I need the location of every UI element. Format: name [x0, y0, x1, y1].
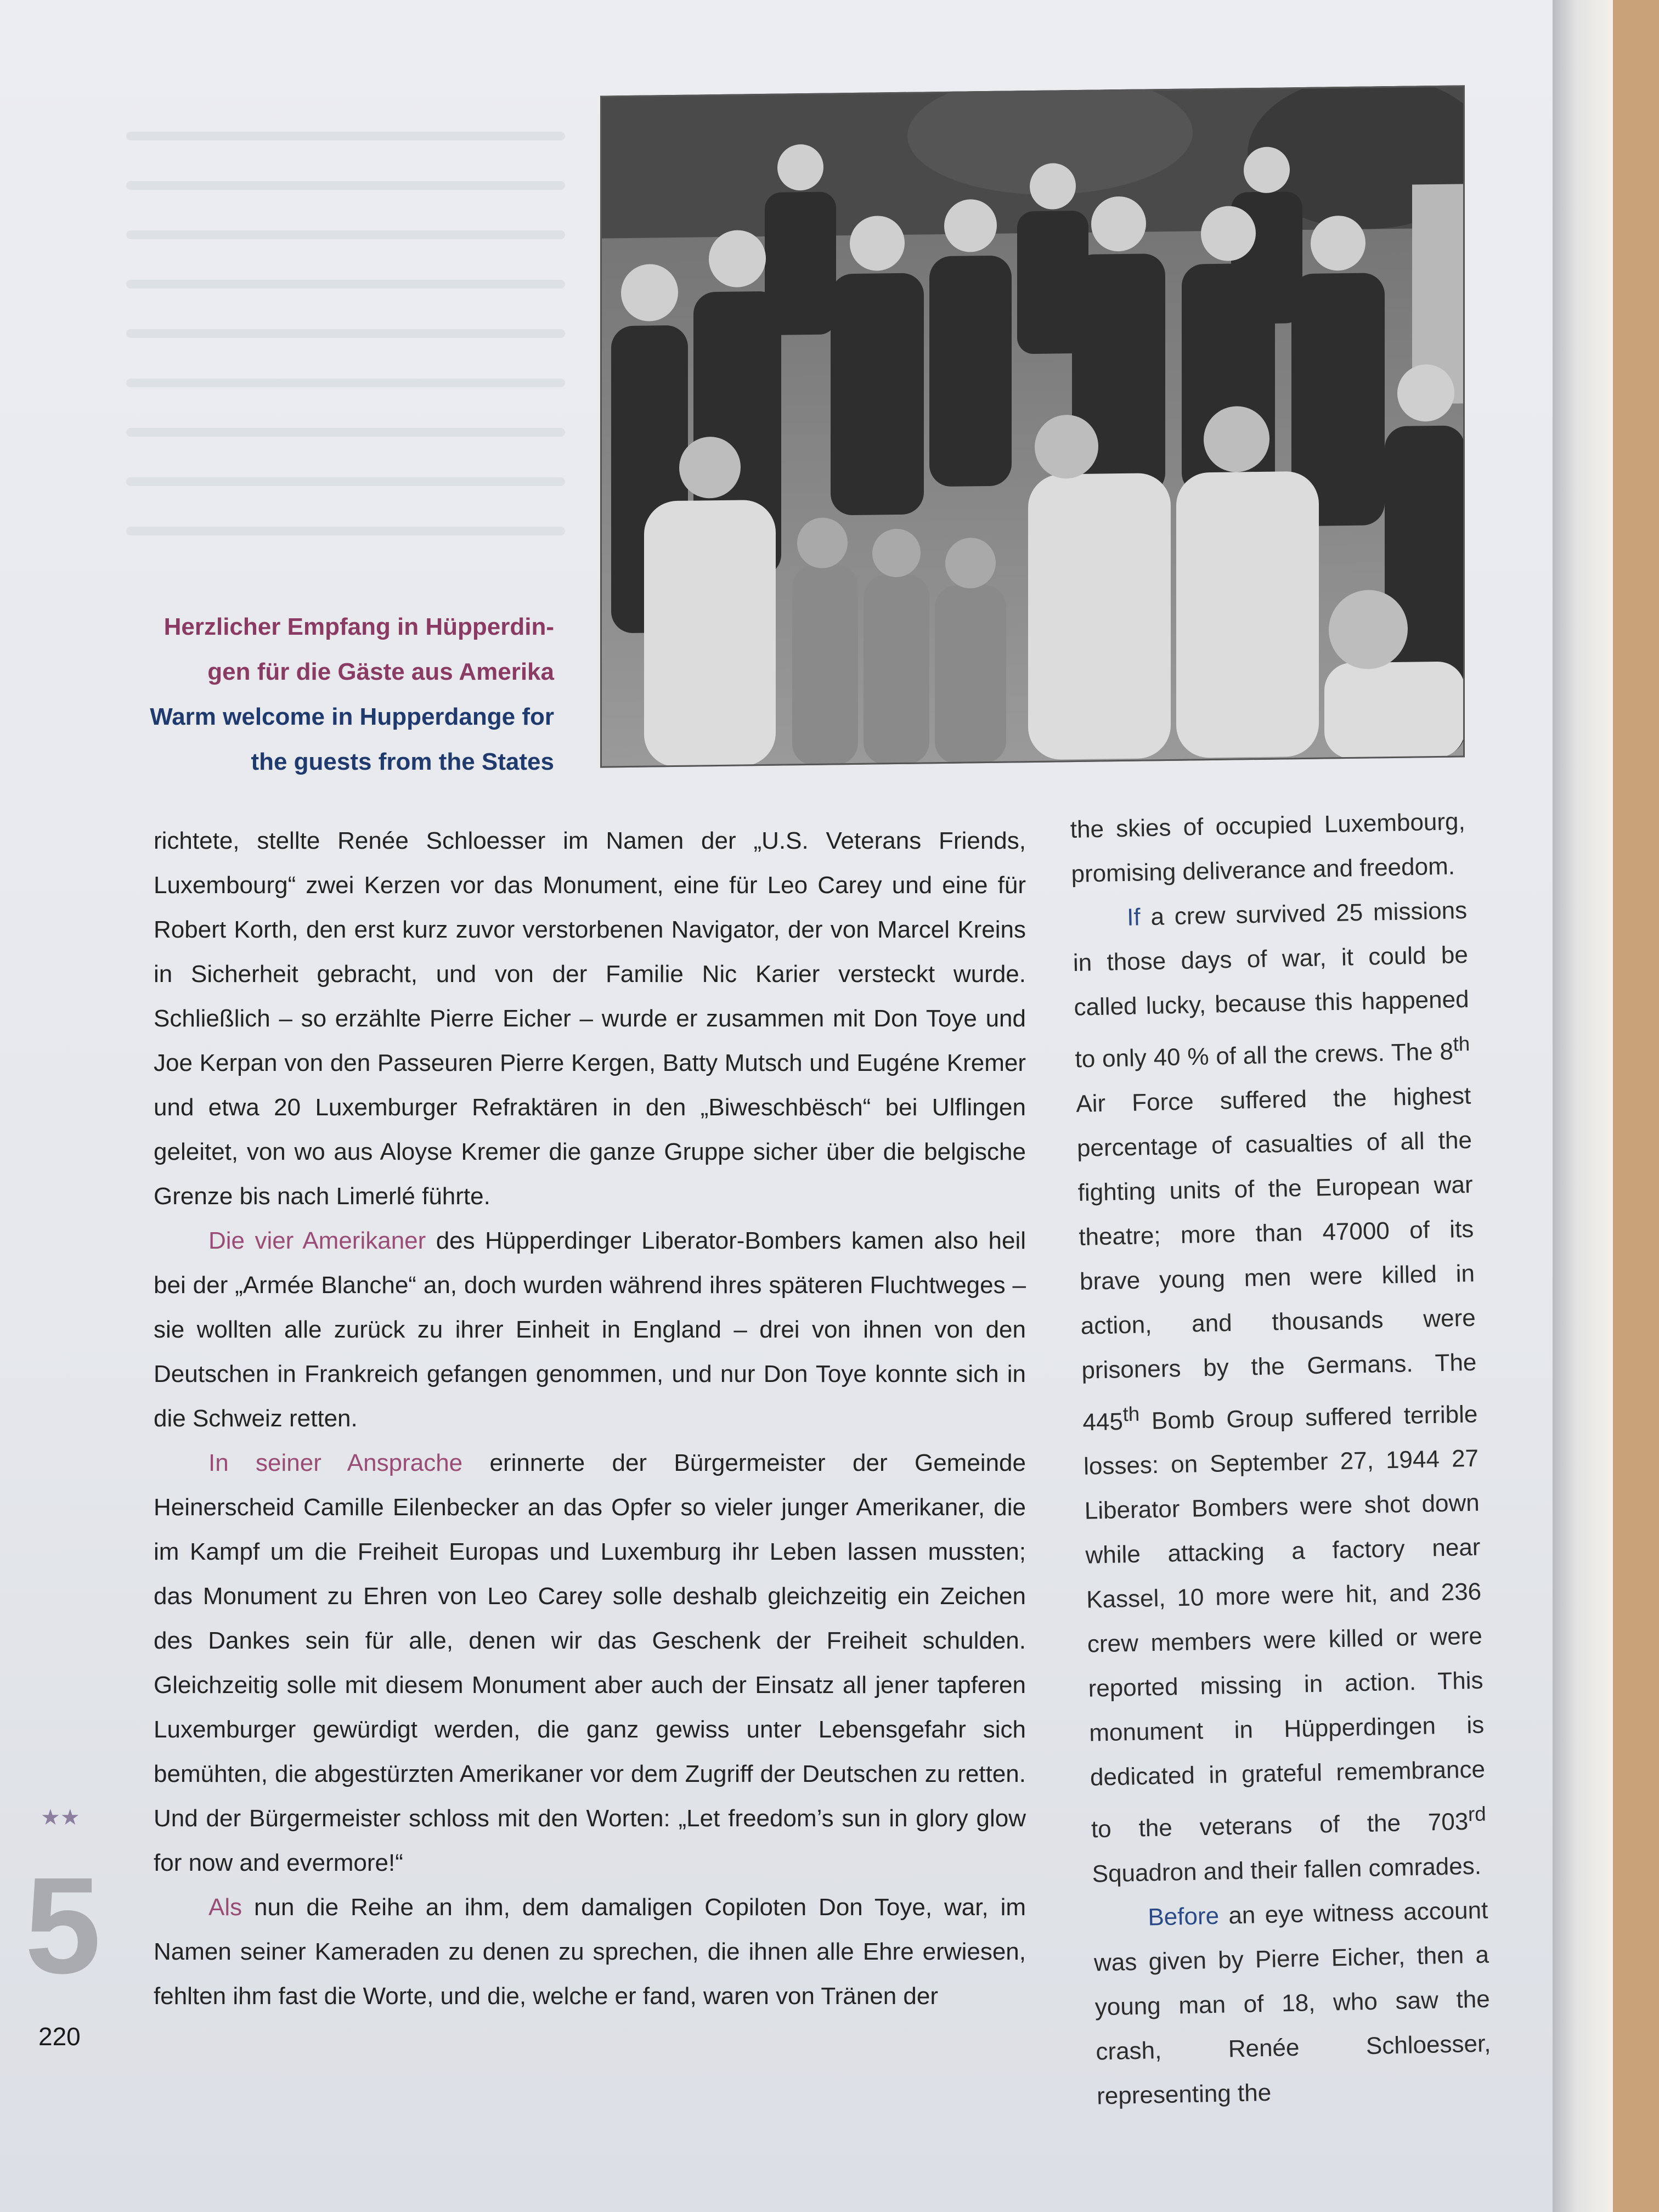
- paragraph-text: a crew survived 25 missions in those days of war, it could be called lucky, because this happened to only 40 % of all the crews. The 8: [1073, 896, 1469, 1073]
- show-through-line: [126, 280, 565, 289]
- paragraph: [1071, 888, 1487, 1897]
- crowd-photo: [600, 85, 1465, 768]
- paragraph: [1093, 1888, 1492, 2118]
- paragraph-lead: Die vier Amerikaner: [208, 1227, 426, 1254]
- paragraph: the skies of occupied Luxembourg, promising deliverance and freedom.: [1070, 808, 1466, 888]
- caption-english-line: the guests from the States: [251, 748, 554, 775]
- photo-caption: [110, 605, 554, 785]
- page-edge: [1553, 0, 1613, 2212]
- paragraph: [154, 1218, 1026, 1441]
- ordinal-suffix: th: [1453, 1032, 1470, 1056]
- paragraph: richtete, stellte Renée Schloesser im Namen der „U.S. Veterans Friends, Luxembourg“ zwei Kerzen vor das Monument, eine für Leo Carey und eine für Robert Korth, den erst kurz zuvor verstorbenen Navigator, der von Marcel Kreins in Sicherheit gebracht, und von der Familie Nic Karier versteckt wurde. Schließlich – so erzählte Pierre Eicher – wurde er zusammen mit Don Toye und Joe Kerpan von den Passeuren Pierre Kergen, Batty Mutsch und Eugéne Kremer und etwa 20 Luxemburger Refraktären in den „Biweschbësch“ bei Ulflingen geleitet, von wo aus Aloyse Kremer die ganze Gruppe sicher über die belgische Grenze bis nach Limerlé führte.: [154, 827, 1026, 1210]
- paragraph-lead: If: [1126, 904, 1141, 931]
- paragraph-text: erinnerte der Bürgermeister der Gemeinde Heinerscheid Camille Eilenbecker an das Opfer so vieler junger Amerikaner, die im Kampf um die Freiheit Europas und Luxemburg ihr Leben lassen mussten; das Monument zu Ehren von Leo Carey solle deshalb gleichzeitig ein Zeichen des Dankes sein für alle, denen wir das Geschenk der Freiheit schulden. Gleichzeitig solle mit diesem Monument aber auch der Einsatz all jener tapferen Luxemburger gewürdigt werden, die ganz gewiss unter Lebensgefahr sich bemühten, die abgestürzten Amerikaner vor dem Zugriff der Deutschen zu retten. Und der Bürgermeister schloss mit den Worten: „Let freedom’s sun in glory glow for now and evermore!“: [154, 1449, 1026, 1876]
- page-number: 220: [38, 2022, 81, 2051]
- paragraph-text: nun die Reihe an ihm, dem damaligen Copiloten Don Toye, war, im Namen seiner Kameraden zu denen zu sprechen, die ihnen alle Ehre erwiesen, fehlten ihm fast die Worte, und die, welche er fand, waren von Tränen der: [154, 1894, 1026, 2010]
- show-through-line: [126, 230, 565, 239]
- german-body-column: [154, 819, 1026, 2018]
- paragraph: [154, 1441, 1026, 1885]
- show-through-line: [126, 132, 565, 140]
- show-through-line: [126, 527, 565, 535]
- paragraph-lead: Als: [208, 1894, 242, 1921]
- paragraph: [154, 1885, 1026, 2018]
- show-through-line: [126, 428, 565, 437]
- paragraph-lead: Before: [1147, 1902, 1220, 1931]
- caption-german-line: Herzlicher Empfang in Hüpperdin-: [163, 613, 554, 640]
- crowd-photo-illustration: [600, 85, 1465, 768]
- ordinal-suffix: th: [1122, 1402, 1140, 1425]
- paragraph-text: Air Force suffered the highest percentage of casualties of all the fighting units of the European war theatre; more than 47000 of its brave young men were killed in action, and thousands were prisoners by the Germans. The 445: [1075, 1082, 1477, 1436]
- show-through-line: [126, 181, 565, 190]
- paragraph-text: Squadron and their fallen comrades.: [1092, 1852, 1482, 1888]
- paragraph-text: des Hüpperdinger Liberator-Bombers kamen also heil bei der „Armée Blanche“ an, doch wurden während ihres späteren Fluchtweges – sie wollten alle zurück zu ihrer Einheit in England – drei von ihnen von den Deutschen in Frankreich gefangen genommen, und nur Don Toye konnte sich in die Schweiz retten.: [154, 1227, 1026, 1432]
- show-through-line: [126, 477, 565, 486]
- ordinal-suffix: rd: [1468, 1802, 1487, 1826]
- chapter-number: 5: [25, 1849, 101, 2002]
- english-body-column: [1070, 799, 1492, 2119]
- caption-german-line: gen für die Gäste aus Amerika: [207, 658, 554, 685]
- paragraph-lead: In seiner Ansprache: [208, 1449, 463, 1476]
- caption-english-line: Warm welcome in Hupperdange for: [150, 703, 554, 730]
- show-through-line: [126, 329, 565, 338]
- show-through-line: [126, 379, 565, 387]
- paragraph-text: an eye witness account was given by Pierre Eicher, then a young man of 18, who saw the crash, Renée Schloesser, representing the: [1093, 1897, 1491, 2110]
- star-ornament-icon: ★★: [41, 1805, 80, 1830]
- paragraph-text: Bomb Group suffered terrible losses: on September 27, 1944 27 Liberator Bombers were shot down while attacking a factory near Kassel, 10 more were hit, and 236 crew members were killed or were reported missing in action. This monument in Hüpperdingen is dedicated in grateful remembrance to the veterans of the 703: [1083, 1400, 1486, 1843]
